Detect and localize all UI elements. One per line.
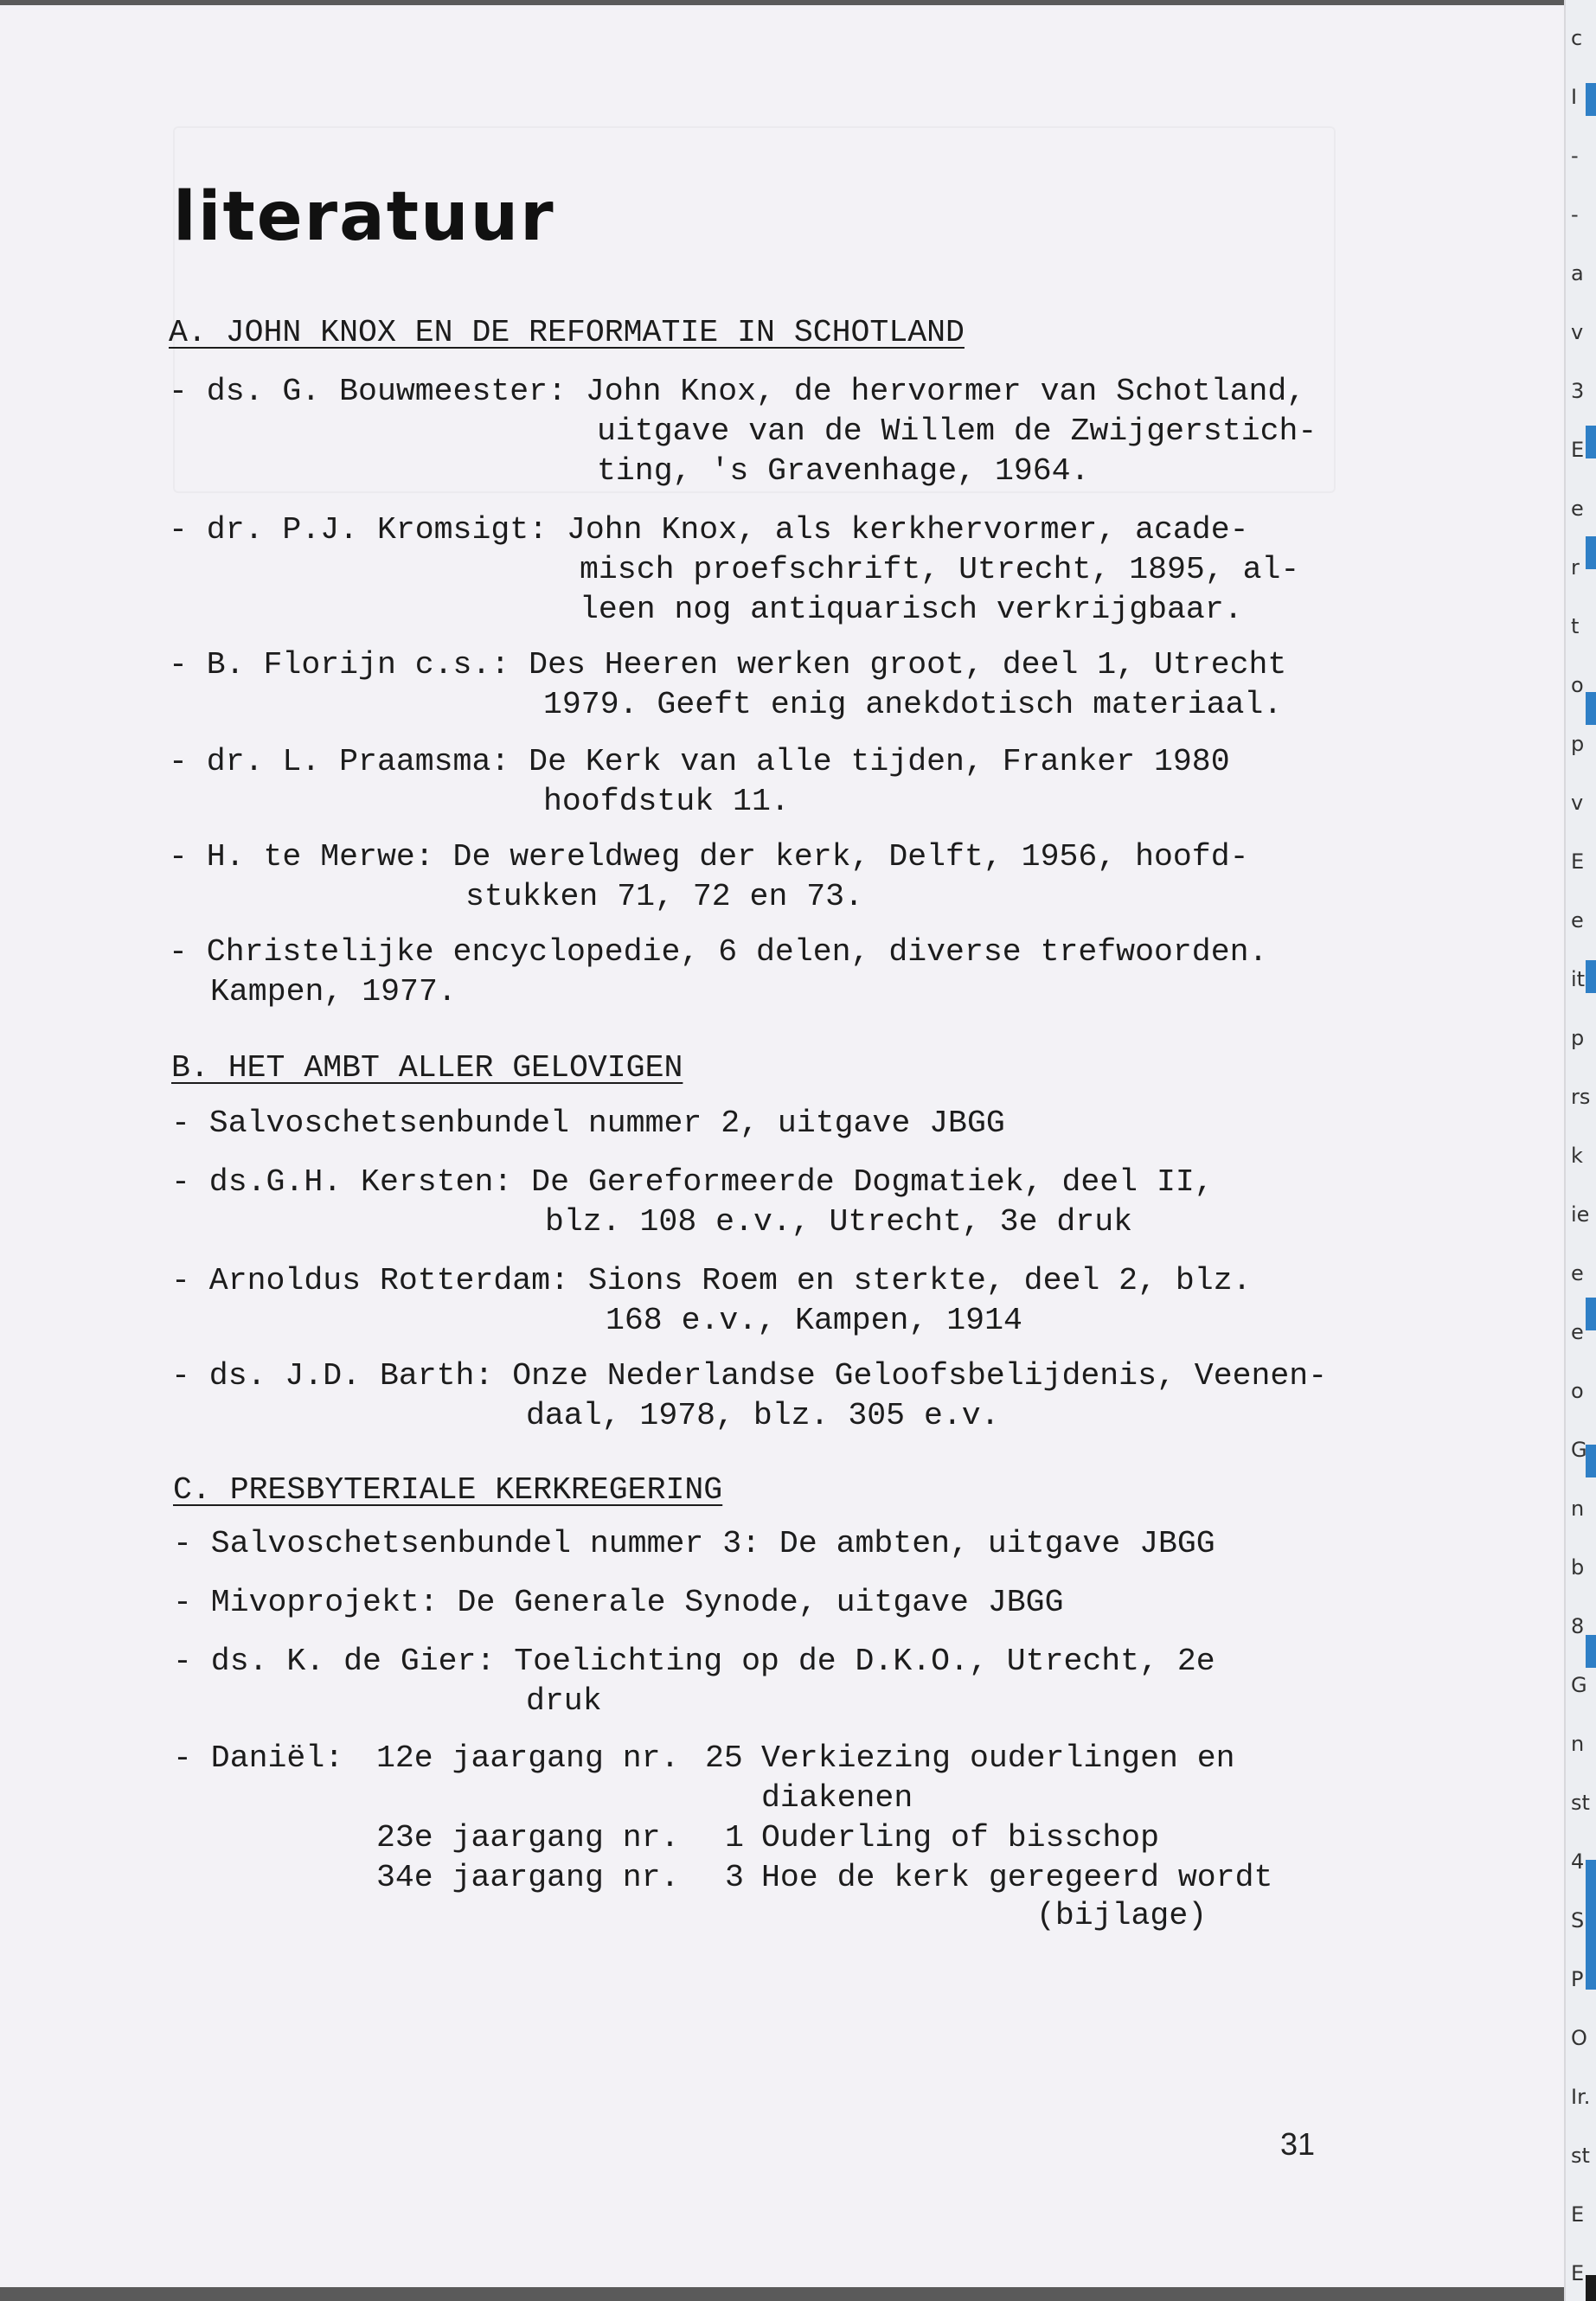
edge-glyph: -	[1571, 144, 1579, 168]
edge-glyph: t	[1571, 614, 1580, 638]
edge-glyph: o	[1571, 673, 1584, 697]
edge-glyph: st	[1571, 2144, 1590, 2168]
edge-glyph: e	[1571, 908, 1584, 933]
daniel-nr: 25	[705, 1740, 743, 1776]
section-b-heading: B. HET AMBT ALLER GELOVIGEN	[171, 1050, 683, 1086]
edge-glyph: 8	[1571, 1614, 1585, 1638]
edge-glyph: S	[1571, 1908, 1585, 1932]
edge-glyph: b	[1571, 1555, 1585, 1580]
ref-a6-line2: Kampen, 1977.	[210, 974, 457, 1009]
daniel-nr: 3	[725, 1860, 744, 1895]
edge-glyph: e	[1571, 497, 1584, 521]
edge-glyph: o	[1571, 1379, 1584, 1403]
ref-b4-line1: - ds. J.D. Barth: Onze Nederlandse Geloofsbelijdenis, Veenen-	[171, 1358, 1328, 1394]
edge-glyph: E	[1571, 2202, 1585, 2227]
ref-c4-prefix: - Daniël:	[173, 1740, 344, 1776]
ref-b2-line1: - ds.G.H. Kersten: De Gereformeerde Dogmatiek, deel II,	[171, 1164, 1214, 1200]
ref-c1-line1: - Salvoschetsenbundel nummer 3: De ambten, uitgave JBGG	[173, 1526, 1215, 1561]
edge-accent-bar	[1586, 1635, 1596, 1668]
edge-glyph: P	[1571, 1967, 1584, 1991]
ref-a4-line1: - dr. L. Praamsma: De Kerk van alle tijden, Franker 1980	[169, 744, 1230, 779]
edge-glyph: 4	[1571, 1849, 1585, 1874]
edge-glyph: v	[1571, 791, 1584, 815]
edge-glyph: G	[1571, 1438, 1587, 1462]
daniel-jaargang: 23e jaargang nr.	[376, 1820, 680, 1856]
ref-a5-line2: stukken 71, 72 en 73.	[465, 879, 863, 914]
daniel-jaargang: 12e jaargang nr.	[376, 1740, 680, 1776]
ref-b4-line2: daal, 1978, blz. 305 e.v.	[526, 1398, 1000, 1433]
daniel-note: (bijlage)	[1036, 1898, 1208, 1933]
ref-a1-line3: ting, 's Gravenhage, 1964.	[597, 453, 1090, 489]
document-page	[0, 5, 1566, 2287]
edge-glyph: p	[1571, 1026, 1585, 1050]
ref-a2-line2: misch proefschrift, Utrecht, 1895, al-	[580, 552, 1300, 587]
edge-glyph: r	[1571, 555, 1580, 580]
ref-b2-line2: blz. 108 e.v., Utrecht, 3e druk	[545, 1204, 1133, 1240]
ref-c3-line1: - ds. K. de Gier: Toelichting op de D.K.O., Utrecht, 2e	[173, 1644, 1215, 1679]
edge-glyph: E	[1571, 2261, 1585, 2285]
edge-glyph: e	[1571, 1261, 1584, 1285]
edge-glyph: 3	[1571, 379, 1585, 403]
page-number: 31	[1280, 2126, 1316, 2162]
page-title: literatuur	[173, 178, 555, 256]
edge-glyph: I	[1571, 85, 1578, 109]
edge-glyph: k	[1571, 1144, 1583, 1168]
edge-glyph: c	[1571, 26, 1583, 50]
adjacent-page-edge	[1564, 0, 1596, 2301]
ref-a5-line1: - H. te Merwe: De wereldweg der kerk, Delft, 1956, hoofd-	[169, 839, 1249, 875]
daniel-titel: Ouderling of bisschop	[761, 1820, 1159, 1856]
ref-a3-line2: 1979. Geeft enig anekdotisch materiaal.	[543, 687, 1283, 722]
ref-a2-line3: leen nog antiquarisch verkrijgbaar.	[580, 592, 1243, 627]
daniel-titel: Hoe de kerk geregeerd wordt	[761, 1860, 1273, 1895]
ref-a4-line2: hoofdstuk 11.	[543, 784, 790, 819]
ref-a2-line1: - dr. P.J. Kromsigt: John Knox, als kerkhervormer, acade-	[169, 512, 1249, 548]
edge-glyph: O	[1571, 2026, 1587, 2050]
edge-glyph: n	[1571, 1497, 1585, 1521]
edge-glyph: G	[1571, 1673, 1587, 1697]
edge-glyph: -	[1571, 202, 1579, 227]
edge-glyph: st	[1571, 1791, 1590, 1815]
daniel-jaargang: 34e jaargang nr.	[376, 1860, 680, 1895]
edge-glyph: n	[1571, 1732, 1585, 1756]
edge-glyph: a	[1571, 261, 1584, 285]
edge-glyph: e	[1571, 1320, 1584, 1344]
edge-glyph: rs	[1571, 1085, 1591, 1109]
ref-a1-line1: - ds. G. Bouwmeester: John Knox, de hervormer van Schotland,	[169, 374, 1306, 409]
ref-a3-line1: - B. Florijn c.s.: Des Heeren werken groot, deel 1, Utrecht	[169, 647, 1287, 683]
ref-c3-line2: druk	[526, 1683, 602, 1719]
edge-glyph: Ir.	[1571, 2085, 1591, 2109]
edge-glyph: p	[1571, 732, 1585, 756]
ref-b3-line1: - Arnoldus Rotterdam: Sions Roem en sterkte, deel 2, blz.	[171, 1263, 1252, 1298]
edge-glyph: it	[1571, 967, 1586, 991]
ref-a1-line2: uitgave van de Willem de Zwijgerstich-	[597, 413, 1317, 449]
section-a-heading: A. JOHN KNOX EN DE REFORMATIE IN SCHOTLAND	[169, 315, 965, 350]
daniel-titel-cont: diakenen	[761, 1780, 913, 1816]
edge-glyph: v	[1571, 320, 1584, 344]
ref-c2-line1: - Mivoprojekt: De Generale Synode, uitgave JBGG	[173, 1585, 1064, 1620]
edge-glyph: ie	[1571, 1202, 1590, 1227]
daniel-nr: 1	[725, 1820, 744, 1856]
edge-glyph: E	[1571, 438, 1585, 462]
edge-glyph: E	[1571, 849, 1585, 874]
ref-b1-line1: - Salvoschetsenbundel nummer 2, uitgave JBGG	[171, 1106, 1005, 1141]
daniel-titel: Verkiezing ouderlingen en	[761, 1740, 1235, 1776]
ref-b3-line2: 168 e.v., Kampen, 1914	[606, 1303, 1022, 1338]
section-c-heading: C. PRESBYTERIALE KERKREGERING	[173, 1472, 723, 1508]
ref-a6-line1: - Christelijke encyclopedie, 6 delen, diverse trefwoorden.	[169, 934, 1268, 970]
